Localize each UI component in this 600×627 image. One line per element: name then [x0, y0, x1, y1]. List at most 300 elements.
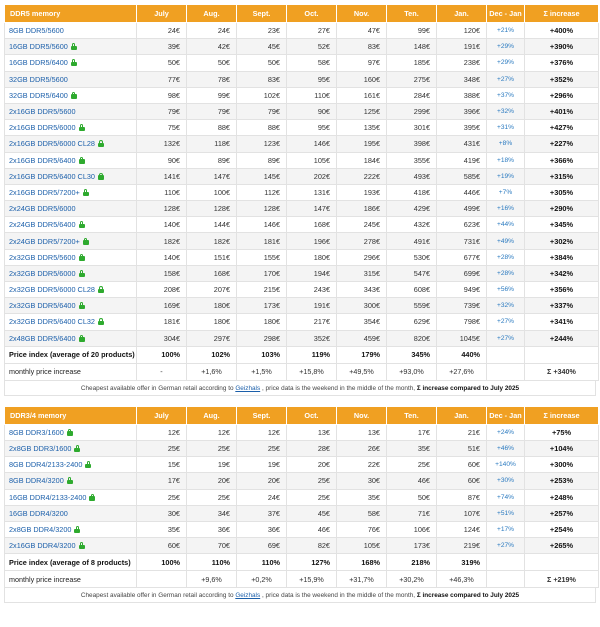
price-index-cell: 102% [187, 346, 237, 363]
price-cell: 222€ [337, 168, 387, 184]
product-name-cell[interactable] [5, 249, 137, 265]
table-row [5, 136, 599, 152]
product-name-cell[interactable] [5, 168, 137, 184]
price-cell: 60€ [437, 457, 487, 473]
total-increase-cell: +248% [525, 489, 599, 505]
product-name-cell[interactable] [5, 55, 137, 71]
header-cell-category: DDR5 memory [5, 5, 137, 23]
header2-cell-category: DDR3/4 memory [5, 406, 137, 424]
price-cell: 19€ [187, 457, 237, 473]
monthly-increase-cell: +31,7% [337, 571, 387, 588]
table-row [5, 152, 599, 168]
product-name-cell[interactable] [5, 314, 137, 330]
footnote2-bold-text: Σ increase compared to July 2025 [416, 592, 520, 600]
price-cell: 13€ [287, 424, 337, 440]
price-cell: 35€ [137, 521, 187, 537]
table-row [5, 265, 599, 281]
price-cell: 20€ [187, 473, 237, 489]
lock-icon [71, 43, 77, 50]
price-cell: 50€ [187, 55, 237, 71]
price-cell: 193€ [337, 184, 387, 200]
price-cell: 135€ [337, 120, 387, 136]
product-name-cell[interactable] [5, 136, 137, 152]
product-name-cell[interactable] [5, 71, 137, 87]
price-index-label: Price index (average of 8 products) [5, 554, 137, 571]
product-name-label: 2x8GB DDR3/1600 [9, 444, 72, 454]
total-increase-cell: +337% [525, 298, 599, 314]
price-cell: 25€ [237, 440, 287, 456]
total-increase-cell: +305% [525, 184, 599, 200]
price-cell: 78€ [187, 71, 237, 87]
price-cell: 296€ [337, 249, 387, 265]
price-index-cell: 100% [137, 346, 187, 363]
price-cell: 186€ [337, 201, 387, 217]
price-cell: 25€ [137, 440, 187, 456]
monthly-increase-total-cell: Σ +219% [525, 571, 599, 588]
dec-jan-change-cell: +27% [487, 330, 525, 346]
header-cell-aug: Aug. [187, 5, 237, 23]
product-name-cell[interactable] [5, 473, 137, 489]
geizhals-link[interactable]: Geizhals [235, 384, 261, 392]
price-cell: 52€ [287, 39, 337, 55]
monthly-increase-cell: - [137, 363, 187, 380]
lock-icon [79, 270, 85, 277]
price-index-cell: 440% [437, 346, 487, 363]
header-cell-total-increase: Σ increase [525, 5, 599, 23]
product-name-cell[interactable] [5, 538, 137, 554]
lock-icon [79, 335, 85, 342]
price-cell: 217€ [287, 314, 337, 330]
price-index-cell: 319% [437, 554, 487, 571]
price-cell: 446€ [437, 184, 487, 200]
price-cell: 140€ [137, 249, 187, 265]
product-name-cell[interactable] [5, 152, 137, 168]
product-name-label: 16GB DDR5/6400 [9, 58, 68, 68]
lock-icon [98, 140, 104, 147]
total-increase-cell: +302% [525, 233, 599, 249]
header-cell-dec-jan: Dec - Jan [487, 5, 525, 23]
lock-icon [67, 477, 73, 484]
price-cell: 304€ [137, 330, 187, 346]
header2-cell-dec-jan: Dec - Jan [487, 406, 525, 424]
dec-jan-change-cell: +28% [487, 249, 525, 265]
table-row [5, 538, 599, 554]
dec-jan-change-cell: +27% [487, 314, 525, 330]
monthly-increase-cell: +49,5% [337, 363, 387, 380]
price-cell: 51€ [437, 440, 487, 456]
price-cell: 170€ [237, 265, 287, 281]
price-cell: 110€ [287, 87, 337, 103]
ddr5-footnote [4, 381, 596, 396]
price-cell: 160€ [337, 71, 387, 87]
price-index-row [5, 346, 599, 363]
header2-cell-total-increase: Σ increase [525, 406, 599, 424]
dec-jan-change-cell: +30% [487, 473, 525, 489]
price-cell: 418€ [387, 184, 437, 200]
dec-jan-change-cell: +19% [487, 168, 525, 184]
price-cell: 731€ [437, 233, 487, 249]
price-cell: 493€ [387, 168, 437, 184]
header-cell-oct: Oct. [287, 5, 337, 23]
total-increase-cell: +342% [525, 265, 599, 281]
price-cell: 297€ [187, 330, 237, 346]
header-cell-nov: Nov. [337, 5, 387, 23]
price-cell: 25€ [137, 489, 187, 505]
price-cell: 39€ [137, 39, 187, 55]
price-cell: 19€ [237, 457, 287, 473]
price-cell: 181€ [237, 233, 287, 249]
dec-jan-change-cell: +7% [487, 184, 525, 200]
product-name-cell[interactable] [5, 489, 137, 505]
price-cell: 161€ [337, 87, 387, 103]
dec-jan-change-cell: +74% [487, 489, 525, 505]
price-cell: 131€ [287, 184, 337, 200]
price-cell: 459€ [337, 330, 387, 346]
total-increase-cell: +376% [525, 55, 599, 71]
lock-icon [79, 157, 85, 164]
price-cell: 76€ [337, 521, 387, 537]
price-index-cell: 168% [337, 554, 387, 571]
product-name-cell[interactable] [5, 298, 137, 314]
price-cell: 243€ [287, 282, 337, 298]
price-cell: 1045€ [437, 330, 487, 346]
header-cell-jan: Jan. [437, 5, 487, 23]
price-cell: 37€ [237, 505, 287, 521]
lock-icon [83, 238, 89, 245]
total-increase-cell: +227% [525, 136, 599, 152]
table-row [5, 201, 599, 217]
table-row [5, 55, 599, 71]
price-cell: 89€ [187, 152, 237, 168]
total-increase-cell: +257% [525, 505, 599, 521]
dec-jan-change-cell: +16% [487, 201, 525, 217]
product-name-label: 2x16GB DDR5/5600 [9, 107, 76, 117]
lock-icon [74, 445, 80, 452]
product-name-label: 2x8GB DDR4/3200 [9, 524, 72, 534]
product-name-label: 8GB DDR3/1600 [9, 427, 64, 437]
price-cell: 99€ [187, 87, 237, 103]
price-cell: 432€ [387, 217, 437, 233]
price-index-increase-cell [525, 346, 599, 363]
price-cell: 343€ [337, 282, 387, 298]
header2-cell-july: July [137, 406, 187, 424]
price-cell: 315€ [337, 265, 387, 281]
table-row [5, 23, 599, 39]
price-index-cell: 179% [337, 346, 387, 363]
total-increase-cell: +352% [525, 71, 599, 87]
lock-icon [98, 286, 104, 293]
lock-icon [79, 302, 85, 309]
product-name-label: 16GB DDR4/3200 [9, 508, 68, 518]
price-cell: 12€ [237, 424, 287, 440]
table-row [5, 184, 599, 200]
price-index-cell: 119% [287, 346, 337, 363]
price-cell: 354€ [337, 314, 387, 330]
product-name-cell[interactable] [5, 282, 137, 298]
product-name-cell[interactable] [5, 217, 137, 233]
total-increase-cell: +401% [525, 103, 599, 119]
product-name-label: 2x32GB DDR5/6400 CL32 [9, 317, 95, 327]
price-cell: 431€ [437, 136, 487, 152]
table-row [5, 424, 599, 440]
price-cell: 699€ [437, 265, 487, 281]
price-cell: 300€ [337, 298, 387, 314]
product-name-cell[interactable] [5, 39, 137, 55]
monthly-increase-label: monthly price increase [5, 363, 137, 380]
table-row [5, 103, 599, 119]
lock-icon [89, 494, 95, 501]
product-name-label: 2x24GB DDR5/6000 [9, 204, 76, 214]
monthly-increase-cell: +1,5% [237, 363, 287, 380]
price-cell: 284€ [387, 87, 437, 103]
table-row [5, 330, 599, 346]
monthly-increase-cell: +46,3% [437, 571, 487, 588]
price-cell: 79€ [237, 103, 287, 119]
price-cell: 191€ [287, 298, 337, 314]
price-cell: 128€ [137, 201, 187, 217]
dec-jan-change-cell: +29% [487, 39, 525, 55]
price-cell: 219€ [437, 538, 487, 554]
dec-jan-change-cell: +32% [487, 298, 525, 314]
price-cell: 87€ [437, 489, 487, 505]
price-cell: 105€ [337, 538, 387, 554]
price-cell: 58€ [337, 505, 387, 521]
product-name-label: 2x32GB DDR5/5600 [9, 252, 76, 262]
lock-icon [83, 189, 89, 196]
footnote2-mid-text: , price data is the weekend in the middle of the month, [260, 592, 417, 600]
price-cell: 27€ [287, 23, 337, 39]
price-cell: 398€ [387, 136, 437, 152]
total-increase-cell: +104% [525, 440, 599, 456]
product-name-cell[interactable] [5, 521, 137, 537]
dec-jan-change-cell: +27% [487, 538, 525, 554]
price-cell: 30€ [137, 505, 187, 521]
price-cell: 202€ [287, 168, 337, 184]
price-cell: 25€ [287, 489, 337, 505]
header2-cell-sept: Sept. [237, 406, 287, 424]
product-name-label: 2x16GB DDR5/6000 [9, 123, 76, 133]
header-cell-sept: Sept. [237, 5, 287, 23]
product-name-label: 16GB DDR5/5600 [9, 42, 68, 52]
product-name-cell[interactable] [5, 265, 137, 281]
price-index-dec-cell [487, 554, 525, 571]
total-increase-cell: +366% [525, 152, 599, 168]
price-cell: 173€ [387, 538, 437, 554]
price-cell: 185€ [387, 55, 437, 71]
price-cell: 20€ [287, 457, 337, 473]
lock-icon [71, 92, 77, 99]
price-index-dec-cell [487, 346, 525, 363]
table-row [5, 87, 599, 103]
monthly-increase-row [5, 571, 599, 588]
price-cell: 25€ [187, 440, 237, 456]
product-name-cell[interactable] [5, 103, 137, 119]
price-cell: 15€ [137, 457, 187, 473]
price-cell: 191€ [437, 39, 487, 55]
lock-icon [98, 173, 104, 180]
table-row [5, 314, 599, 330]
dec-jan-change-cell: +49% [487, 233, 525, 249]
product-name-cell[interactable] [5, 440, 137, 456]
price-cell: 110€ [137, 184, 187, 200]
dec-jan-change-cell: +28% [487, 265, 525, 281]
monthly-increase-cell: +9,6% [187, 571, 237, 588]
product-name-label: 8GB DDR4/2133-2400 [9, 460, 83, 470]
price-cell: 88€ [187, 120, 237, 136]
price-cell: 180€ [187, 314, 237, 330]
price-cell: 89€ [237, 152, 287, 168]
monthly-increase-cell: +1,6% [187, 363, 237, 380]
monthly-increase-dec-cell [487, 571, 525, 588]
price-cell: 83€ [337, 39, 387, 55]
price-cell: 36€ [237, 521, 287, 537]
price-cell: 145€ [237, 168, 287, 184]
total-increase-cell: +390% [525, 39, 599, 55]
table-row [5, 168, 599, 184]
monthly-increase-label: monthly price increase [5, 571, 137, 588]
price-cell: 180€ [287, 249, 337, 265]
lock-icon [67, 429, 73, 436]
product-name-cell[interactable] [5, 457, 137, 473]
price-cell: 168€ [187, 265, 237, 281]
price-cell: 99€ [387, 23, 437, 39]
price-cell: 124€ [437, 521, 487, 537]
product-name-cell[interactable] [5, 424, 137, 440]
monthly-increase-dec-cell [487, 363, 525, 380]
dec-jan-change-cell: +140% [487, 457, 525, 473]
lock-icon [85, 461, 91, 468]
table-row [5, 217, 599, 233]
total-increase-cell: +253% [525, 473, 599, 489]
price-cell: 194€ [287, 265, 337, 281]
table-row [5, 473, 599, 489]
price-cell: 245€ [337, 217, 387, 233]
price-cell: 24€ [237, 489, 287, 505]
price-cell: 75€ [137, 120, 187, 136]
price-cell: 50€ [237, 55, 287, 71]
price-cell: 184€ [337, 152, 387, 168]
price-cell: 79€ [187, 103, 237, 119]
price-cell: 58€ [287, 55, 337, 71]
product-name-label: 8GB DDR5/5600 [9, 26, 64, 36]
price-cell: 45€ [287, 505, 337, 521]
price-cell: 355€ [387, 152, 437, 168]
product-name-cell[interactable] [5, 23, 137, 39]
price-cell: 144€ [187, 217, 237, 233]
price-cell: 140€ [137, 217, 187, 233]
dec-jan-change-cell: +8% [487, 136, 525, 152]
price-cell: 20€ [237, 473, 287, 489]
price-cell: 128€ [237, 201, 287, 217]
footnote-mid-text: , price data is the weekend in the middle of the month, [260, 384, 417, 392]
dec-jan-change-cell: +17% [487, 521, 525, 537]
table-row [5, 282, 599, 298]
product-name-cell[interactable] [5, 505, 137, 521]
product-name-cell[interactable] [5, 87, 137, 103]
price-cell: 102€ [237, 87, 287, 103]
product-name-label: 32GB DDR5/6400 [9, 90, 68, 100]
price-cell: 146€ [287, 136, 337, 152]
price-index-cell: 127% [287, 554, 337, 571]
price-cell: 107€ [437, 505, 487, 521]
ddr34-footnote [4, 588, 596, 603]
price-cell: 47€ [337, 23, 387, 39]
price-cell: 238€ [437, 55, 487, 71]
header2-cell-nov: Nov. [337, 406, 387, 424]
price-cell: 95€ [287, 71, 337, 87]
dec-jan-change-cell: +37% [487, 87, 525, 103]
monthly-increase-cell: +30,2% [387, 571, 437, 588]
total-increase-cell: +341% [525, 314, 599, 330]
total-increase-cell: +400% [525, 23, 599, 39]
product-name-cell[interactable] [5, 233, 137, 249]
price-cell: 69€ [237, 538, 287, 554]
price-cell: 182€ [137, 233, 187, 249]
dec-jan-change-cell: +56% [487, 282, 525, 298]
lock-icon [79, 542, 85, 549]
price-cell: 207€ [187, 282, 237, 298]
price-cell: 26€ [337, 440, 387, 456]
product-name-cell[interactable] [5, 120, 137, 136]
price-cell: 182€ [187, 233, 237, 249]
price-cell: 147€ [187, 168, 237, 184]
price-cell: 530€ [387, 249, 437, 265]
price-index-cell: 345% [387, 346, 437, 363]
lock-icon [79, 124, 85, 131]
total-increase-cell: +75% [525, 424, 599, 440]
price-cell: 559€ [387, 298, 437, 314]
lock-icon [74, 526, 80, 533]
product-name-label: 8GB DDR4/3200 [9, 476, 64, 486]
price-cell: 50€ [387, 489, 437, 505]
product-name-label: 16GB DDR4/2133-2400 [9, 492, 87, 502]
price-cell: 181€ [137, 314, 187, 330]
table-row [5, 489, 599, 505]
lock-icon [98, 318, 104, 325]
ddr34-table-header [5, 406, 599, 424]
total-increase-cell: +384% [525, 249, 599, 265]
monthly-increase-cell: +0,2% [237, 571, 287, 588]
price-cell: 82€ [287, 538, 337, 554]
product-name-cell[interactable] [5, 184, 137, 200]
price-cell: 128€ [187, 201, 237, 217]
table-row [5, 505, 599, 521]
price-cell: 17€ [387, 424, 437, 440]
price-cell: 173€ [237, 298, 287, 314]
price-cell: 24€ [187, 23, 237, 39]
table-row [5, 249, 599, 265]
price-cell: 348€ [437, 71, 487, 87]
geizhals-link-2[interactable]: Geizhals [235, 592, 261, 600]
price-cell: 25€ [187, 489, 237, 505]
product-name-cell[interactable] [5, 201, 137, 217]
price-cell: 36€ [187, 521, 237, 537]
price-cell: 34€ [187, 505, 237, 521]
price-cell: 499€ [437, 201, 487, 217]
price-cell: 46€ [387, 473, 437, 489]
price-cell: 180€ [237, 314, 287, 330]
price-cell: 215€ [237, 282, 287, 298]
price-cell: 98€ [137, 87, 187, 103]
price-cell: 677€ [437, 249, 487, 265]
price-cell: 155€ [237, 249, 287, 265]
price-cell: 146€ [237, 217, 287, 233]
product-name-cell[interactable] [5, 330, 137, 346]
product-name-label: 2x16GB DDR4/3200 [9, 541, 76, 551]
total-increase-cell: +427% [525, 120, 599, 136]
price-cell: 608€ [387, 282, 437, 298]
table-row [5, 521, 599, 537]
